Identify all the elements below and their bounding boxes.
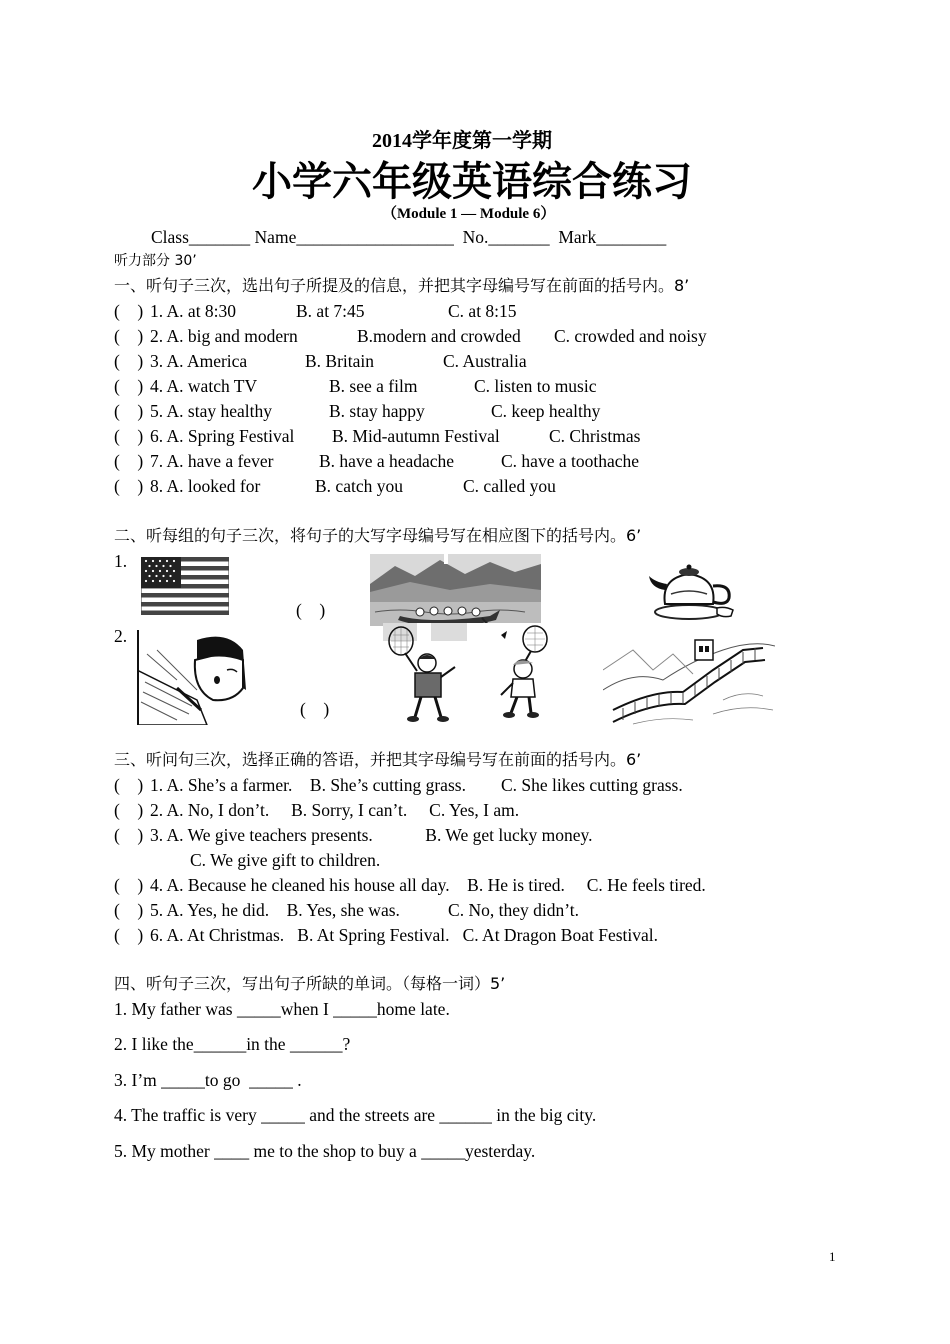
s3-item: 2. A. No, I don’t. B. Sorry, I can’t. C. Yes, I am. bbox=[150, 800, 520, 820]
s3-item: 6. A. At Christmas. B. At Spring Festival. C. At Dragon Boat Festival. bbox=[150, 925, 659, 945]
s3-item: 1. A. She’s a farmer. B. She’s cutting grass. C. She likes cutting grass. bbox=[150, 775, 683, 795]
fill-blank-sentence: 2. I like the______in the ______? bbox=[114, 1034, 351, 1054]
s3-bracket: ( ) bbox=[114, 825, 144, 845]
american-flag-picture bbox=[141, 557, 229, 615]
s1-option-a: 7. A. have a fever bbox=[150, 451, 274, 471]
s1-option-c: C. at 8:15 bbox=[448, 301, 517, 321]
s1-option-a: 5. A. stay healthy bbox=[150, 401, 272, 421]
s3-item: 4. A. Because he cleaned his house all day. B. He is tired. C. He feels tired. bbox=[150, 875, 706, 895]
s1-option-b: B.modern and crowded bbox=[357, 326, 521, 346]
s1-bracket: ( ) bbox=[114, 301, 144, 321]
s1-option-a: 8. A. looked for bbox=[150, 476, 261, 496]
s3-item-continuation: C. We give gift to children. bbox=[190, 850, 381, 870]
s3-item: 5. A. Yes, he did. B. Yes, she was. C. No, they didn’t. bbox=[150, 900, 579, 920]
s1-option-c: C. Christmas bbox=[549, 426, 641, 446]
s3-bracket: ( ) bbox=[114, 925, 144, 945]
s3-bracket: ( ) bbox=[114, 900, 144, 920]
s1-option-c: C. crowded and noisy bbox=[554, 326, 707, 346]
fill-blank-sentence: 1. My father was _____when I _____home late. bbox=[114, 999, 450, 1019]
section1-heading: 一、听句子三次，选出句子所提及的信息，并把其字母编号写在前面的括号内。8’ bbox=[114, 276, 690, 295]
s1-option-b: B. have a headache bbox=[319, 451, 455, 471]
s1-option-c: C. Australia bbox=[443, 351, 527, 371]
s1-option-c: C. listen to music bbox=[474, 376, 597, 396]
row2-label: 2. bbox=[114, 626, 128, 646]
s1-option-c: C. called you bbox=[463, 476, 556, 496]
s3-bracket: ( ) bbox=[114, 875, 144, 895]
s1-option-b: B. catch you bbox=[315, 476, 403, 496]
s1-option-c: C. have a toothache bbox=[501, 451, 640, 471]
s3-item: 3. A. We give teachers presents. B. We get lucky money. bbox=[150, 825, 593, 845]
page-title: 小学六年级英语综合练习 bbox=[252, 158, 692, 205]
s1-option-a: 2. A. big and modern bbox=[150, 326, 298, 346]
fill-blank-sentence: 3. I’m _____to go _____ . bbox=[114, 1070, 302, 1090]
s1-option-a: 3. A. America bbox=[150, 351, 248, 371]
s1-option-a: 1. A. at 8:30 bbox=[150, 301, 237, 321]
s1-option-b: B. see a film bbox=[329, 376, 418, 396]
s3-bracket: ( ) bbox=[114, 800, 144, 820]
great-wall-picture bbox=[603, 630, 775, 730]
s1-bracket: ( ) bbox=[114, 326, 144, 346]
page-number: 1 bbox=[829, 1249, 836, 1264]
answer-bracket: ( ) bbox=[300, 699, 330, 719]
s1-bracket: ( ) bbox=[114, 426, 144, 446]
term-title: 2014学年度第一学期 bbox=[372, 130, 552, 152]
s1-bracket: ( ) bbox=[114, 376, 144, 396]
teapot-picture bbox=[647, 560, 739, 622]
s1-bracket: ( ) bbox=[114, 401, 144, 421]
row1-label: 1. bbox=[114, 551, 128, 571]
s1-bracket: ( ) bbox=[114, 451, 144, 471]
s1-bracket: ( ) bbox=[114, 351, 144, 371]
answer-bracket: ( ) bbox=[296, 600, 326, 620]
s1-option-b: B. at 7:45 bbox=[296, 301, 365, 321]
module-range: （Module 1 — Module 6） bbox=[382, 206, 556, 222]
s1-option-b: B. Britain bbox=[305, 351, 375, 371]
children-badminton-picture bbox=[383, 623, 565, 725]
boy-writing-picture bbox=[137, 630, 246, 725]
section2-heading: 二、听每组的句子三次，将句子的大写字母编号写在相应图下的括号内。6’ bbox=[114, 526, 642, 545]
s1-option-b: B. Mid-autumn Festival bbox=[332, 426, 500, 446]
s1-option-a: 6. A. Spring Festival bbox=[150, 426, 295, 446]
s1-option-b: B. stay happy bbox=[329, 401, 425, 421]
s1-bracket: ( ) bbox=[114, 476, 144, 496]
section4-heading: 四、听句子三次，写出句子所缺的单词。（每格一词）5’ bbox=[114, 974, 506, 993]
fill-blank-sentence: 5. My mother ____ me to the shop to buy a _____yesterday. bbox=[114, 1141, 536, 1161]
listening-part-label: 听力部分 30’ bbox=[114, 253, 197, 269]
section3-heading: 三、听问句三次，选择正确的答语，并把其字母编号写在前面的括号内。6’ bbox=[114, 750, 642, 769]
student-info-line: Class_______ Name__________________ No._______ Mark________ bbox=[151, 227, 667, 247]
fill-blank-sentence: 4. The traffic is very _____ and the streets are ______ in the big city. bbox=[114, 1105, 597, 1125]
s3-bracket: ( ) bbox=[114, 775, 144, 795]
s1-option-c: C. keep healthy bbox=[491, 401, 601, 421]
s1-option-a: 4. A. watch TV bbox=[150, 376, 258, 396]
